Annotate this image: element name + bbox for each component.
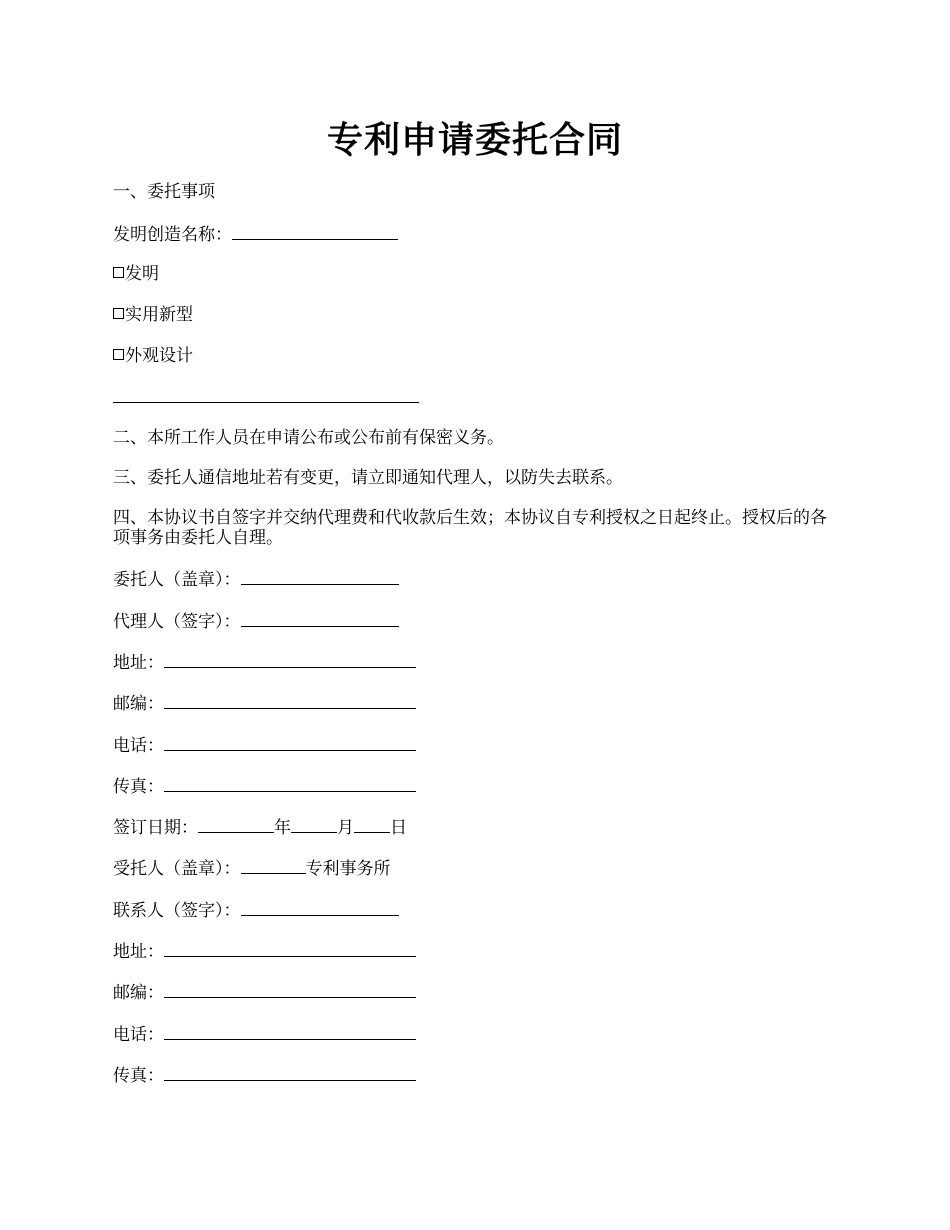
trustee-address-blank: [164, 940, 416, 957]
client-postcode-row: [113, 692, 416, 714]
trustee-seal-label: 受托人（盖章）：: [113, 859, 241, 879]
trustee-contact-blank: [241, 899, 399, 916]
client-fax-label: 传真：: [113, 777, 164, 797]
clause-confidentiality: 二、本所工作人员在申请公布或公布前有保密义务。: [113, 428, 504, 448]
client-postcode-blank: [164, 692, 416, 709]
client-seal-row: [113, 568, 399, 590]
client-phone-row: [113, 734, 416, 756]
checkbox-icon: [113, 267, 124, 278]
client-agent-blank: [241, 610, 399, 627]
checkbox-icon: [113, 349, 124, 360]
clause-address-change: 三、委托人通信地址若有变更，请立即通知代理人，以防失去联系。: [113, 468, 623, 488]
trustee-fax-row: [113, 1064, 416, 1086]
client-address-row: [113, 651, 416, 673]
option-utility-model: [113, 305, 193, 325]
day-blank: [354, 816, 390, 833]
trustee-postcode-blank: [164, 981, 416, 998]
trustee-postcode-row: [113, 981, 416, 1003]
clause-effective-term: 四、本协议书自签字并交纳代理费和代收款后生效；本协议自专利授权之日起终止。授权后的各项事务由委托人自理。: [113, 508, 827, 548]
trustee-fax-blank: [164, 1064, 416, 1081]
checkbox-icon: [113, 308, 124, 319]
sign-date-row: [113, 816, 407, 838]
client-address-blank: [164, 651, 416, 668]
option-label: 实用新型: [125, 305, 193, 325]
month-label: 月: [337, 818, 354, 838]
client-seal-blank: [241, 568, 399, 585]
day-label: 日: [390, 818, 407, 838]
client-phone-label: 电话：: [113, 736, 164, 756]
invention-name-blank: [232, 223, 398, 240]
trustee-postcode-label: 邮编：: [113, 983, 164, 1003]
trustee-phone-blank: [164, 1023, 416, 1040]
option-label: 外观设计: [125, 346, 193, 366]
client-agent-label: 代理人（签字）：: [113, 612, 241, 632]
invention-name-row: [113, 223, 398, 245]
option-invention: [113, 264, 159, 284]
trustee-contact-row: [113, 899, 399, 921]
trustee-contact-label: 联系人（签字）：: [113, 901, 241, 921]
year-blank: [198, 816, 274, 833]
client-phone-blank: [164, 734, 416, 751]
option-label: 发明: [125, 264, 159, 284]
client-seal-label: 委托人（盖章）：: [113, 570, 241, 590]
option-design: [113, 346, 193, 366]
client-agent-row: [113, 610, 399, 632]
trustee-address-row: [113, 940, 416, 962]
trustee-firm-suffix: 专利事务所: [305, 859, 391, 879]
client-fax-row: [113, 775, 416, 797]
trustee-seal-row: [113, 857, 391, 879]
blank-rule: [113, 402, 419, 403]
trustee-address-label: 地址：: [113, 942, 164, 962]
trustee-fax-label: 传真：: [113, 1066, 164, 1086]
sign-date-label: 签订日期：: [113, 818, 198, 838]
trustee-firm-blank: [241, 857, 306, 874]
client-address-label: 地址：: [113, 653, 164, 673]
trustee-phone-label: 电话：: [113, 1025, 164, 1045]
client-fax-blank: [164, 775, 416, 792]
document-title: 专利申请委托合同: [326, 119, 623, 161]
client-postcode-label: 邮编：: [113, 694, 164, 714]
year-label: 年: [274, 818, 291, 838]
section-heading: 一、委托事项: [113, 182, 215, 202]
invention-name-label: 发明创造名称：: [113, 225, 232, 245]
month-blank: [291, 816, 337, 833]
trustee-phone-row: [113, 1023, 416, 1045]
